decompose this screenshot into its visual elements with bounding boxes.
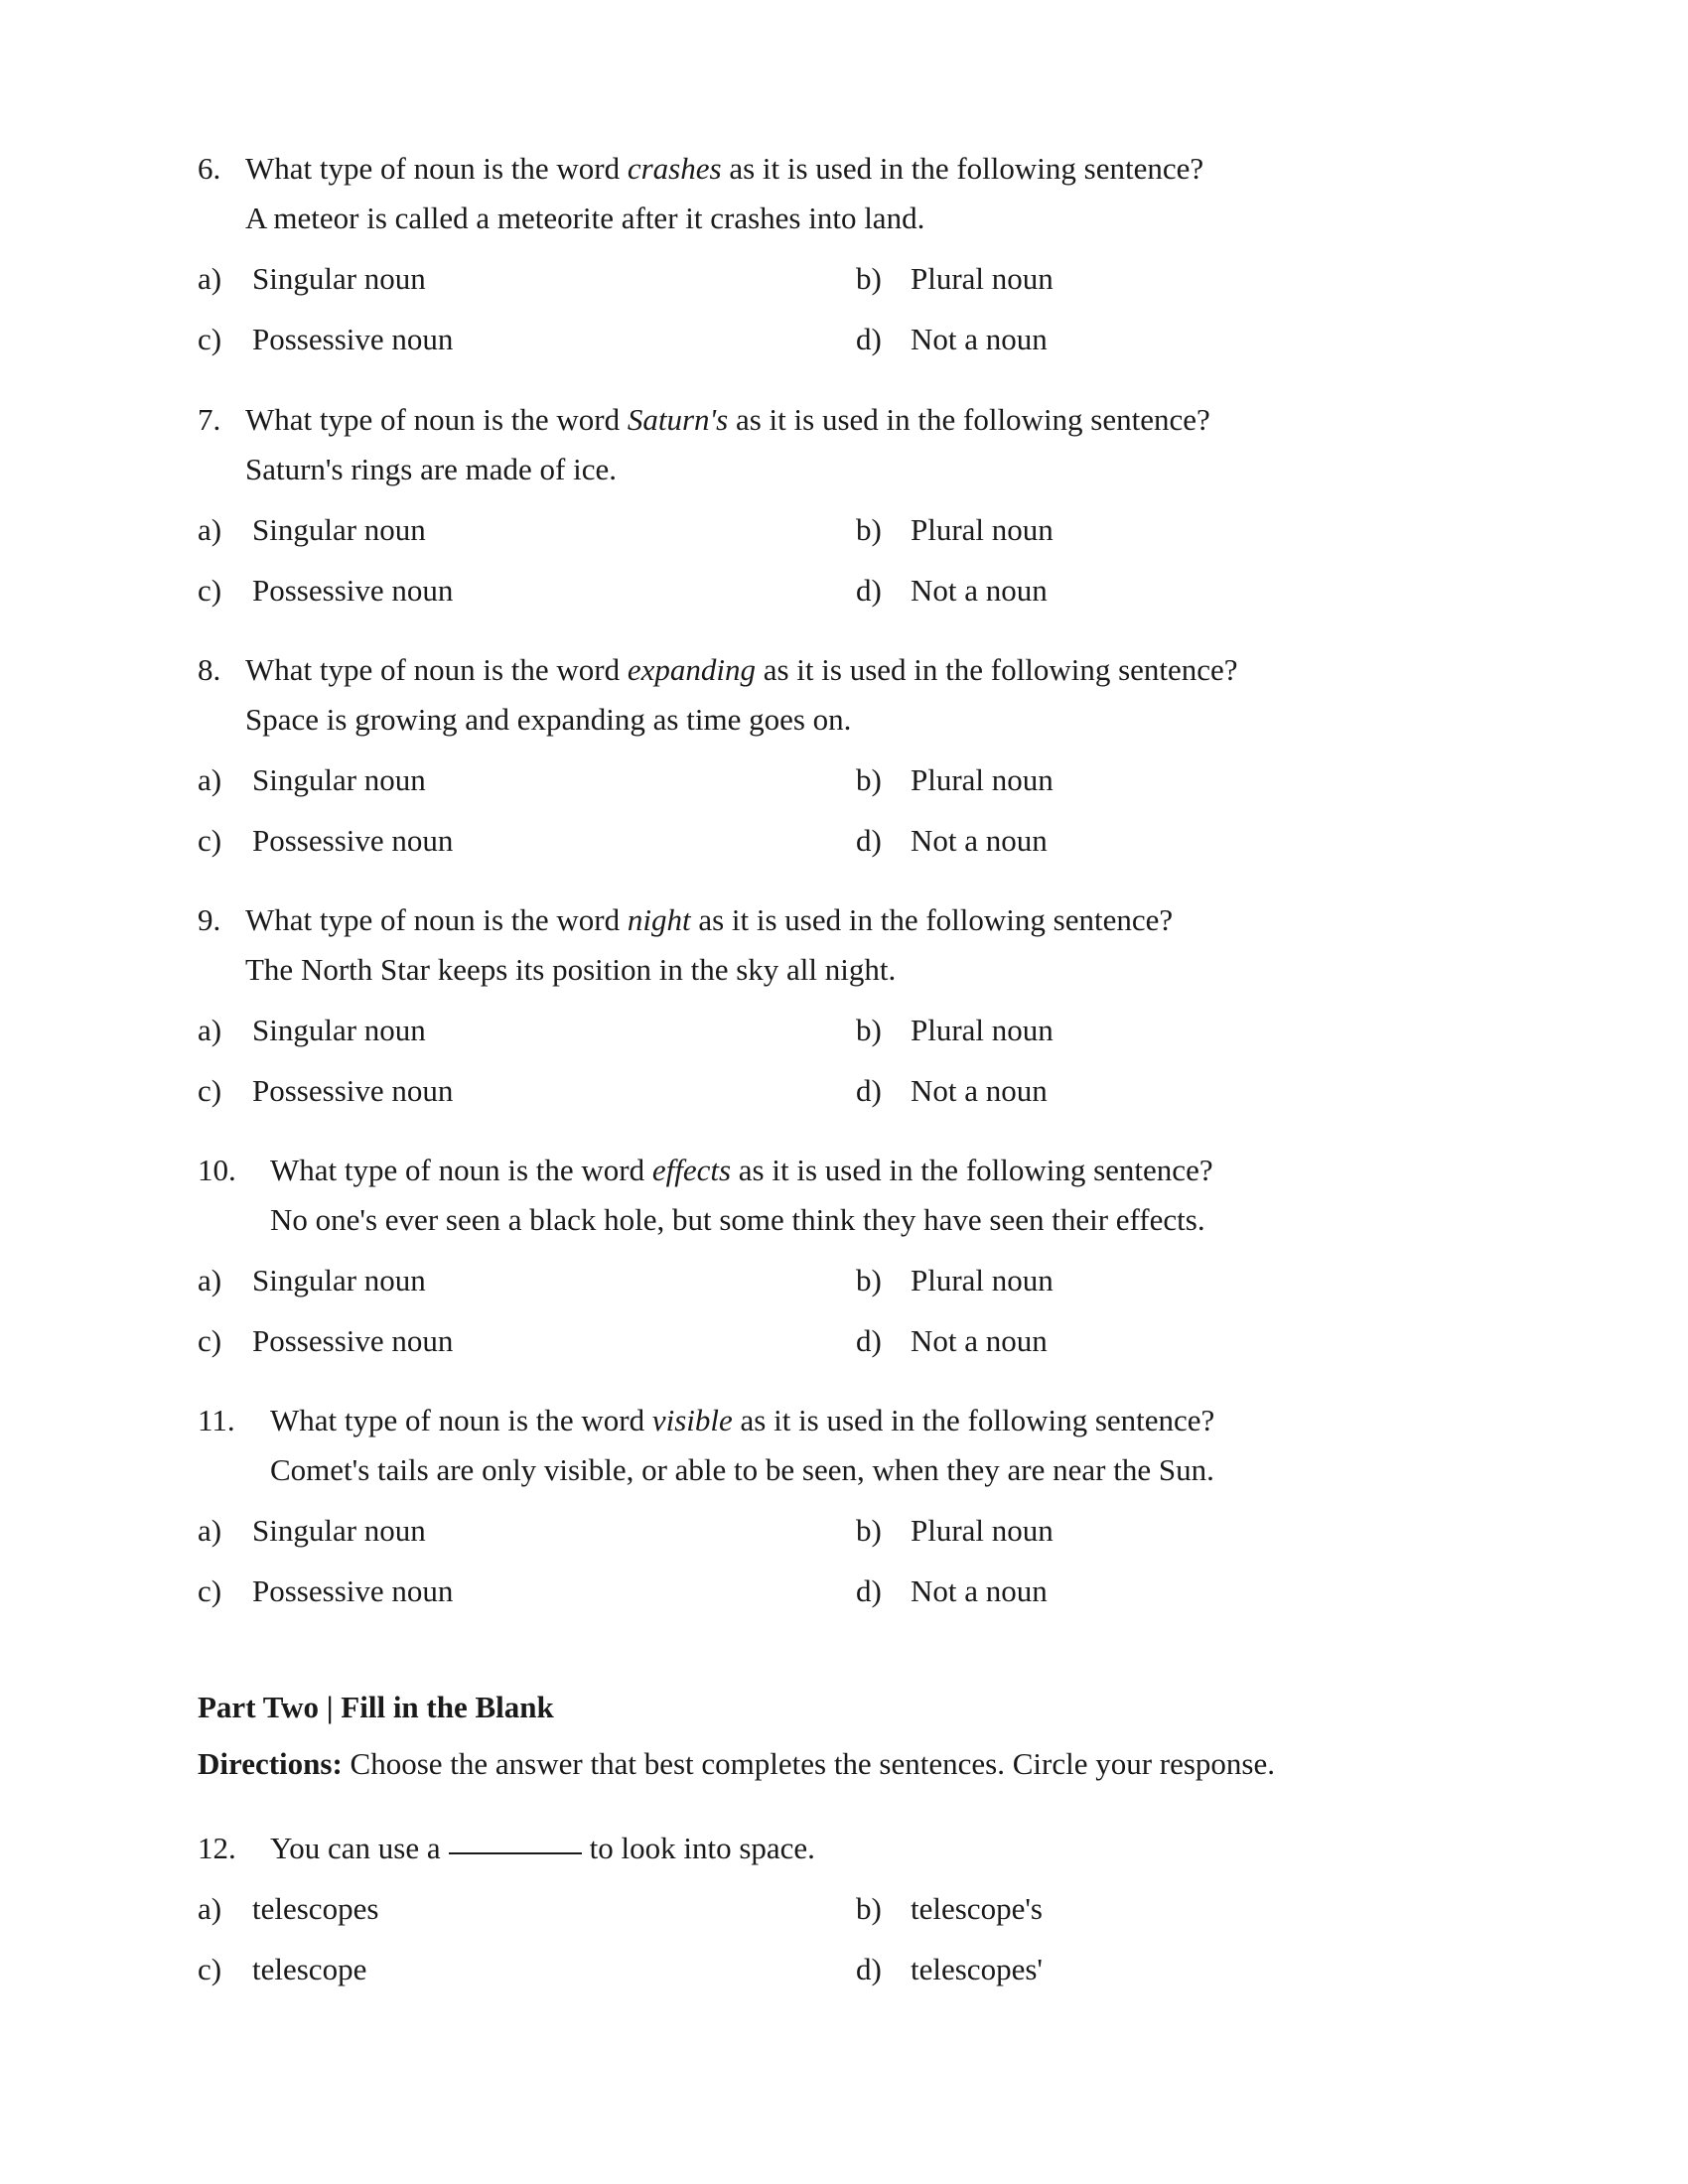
question-number: 11.: [198, 1403, 235, 1437]
question-text: What type of noun is the word crashes as it is used in the following sentence?: [245, 151, 1204, 186]
option-d[interactable]: d) Not a noun: [856, 1073, 1048, 1108]
answer-blank: [449, 1852, 582, 1854]
option-a[interactable]: a) Singular noun: [198, 1263, 426, 1297]
option-c[interactable]: c) Possessive noun: [198, 573, 454, 608]
question-number: 9.: [198, 902, 221, 937]
option-b[interactable]: b) Plural noun: [856, 1513, 1054, 1548]
question-sentence: Space is growing and expanding as time goes on.: [245, 702, 852, 737]
directions-label: Directions:: [198, 1746, 343, 1781]
target-word: crashes: [627, 151, 722, 186]
option-b[interactable]: b) Plural noun: [856, 762, 1054, 797]
option-c[interactable]: c) Possessive noun: [198, 823, 454, 858]
question-prompt: [198, 1396, 1488, 1445]
target-word: expanding: [627, 652, 756, 687]
answer-options: [198, 1261, 1488, 1380]
question-text: What type of noun is the word visible as it is used in the following sentence?: [270, 1403, 1215, 1437]
answer-options: [198, 760, 1488, 880]
question-text: What type of noun is the word expanding as it is used in the following sentence?: [245, 652, 1238, 687]
option-b[interactable]: b) telescope's: [856, 1891, 1043, 1926]
answer-options: [198, 510, 1488, 629]
option-b[interactable]: b) Plural noun: [856, 261, 1054, 296]
directions: [198, 1744, 1275, 1784]
option-d[interactable]: d) Not a noun: [856, 322, 1048, 356]
option-b[interactable]: b) Plural noun: [856, 1013, 1054, 1047]
option-a[interactable]: a) Singular noun: [198, 1013, 426, 1047]
option-b[interactable]: b) Plural noun: [856, 512, 1054, 547]
answer-options: [198, 259, 1488, 378]
question-prompt: [198, 645, 1488, 695]
option-a[interactable]: a) telescopes: [198, 1891, 379, 1926]
question-number: 8.: [198, 652, 221, 687]
option-c[interactable]: c) Possessive noun: [198, 322, 454, 356]
question-7: [198, 395, 1488, 629]
target-word: visible: [651, 1403, 733, 1437]
option-a[interactable]: a) Singular noun: [198, 1513, 426, 1548]
question-prompt: [198, 1824, 1488, 1873]
option-a[interactable]: a) Singular noun: [198, 512, 426, 547]
question-text: You can use a to look into space.: [270, 1831, 815, 1865]
option-c[interactable]: c) Possessive noun: [198, 1073, 454, 1108]
question-sentence: Saturn's rings are made of ice.: [245, 452, 618, 486]
question-prompt: [198, 1146, 1488, 1195]
option-c[interactable]: c) Possessive noun: [198, 1573, 454, 1608]
question-prompt: [198, 895, 1488, 945]
question-sentence: A meteor is called a meteorite after it crashes into land.: [245, 201, 925, 235]
question-text: What type of noun is the word night as it is used in the following sentence?: [245, 902, 1174, 937]
question-number: 10.: [198, 1153, 236, 1187]
question-10: [198, 1146, 1488, 1380]
target-word: effects: [651, 1153, 732, 1187]
question-number: 6.: [198, 151, 221, 186]
option-d[interactable]: d) Not a noun: [856, 1323, 1048, 1358]
answer-options: [198, 1889, 1488, 2008]
question-number: 12.: [198, 1831, 236, 1865]
option-d[interactable]: d) telescopes': [856, 1952, 1043, 1986]
question-text: What type of noun is the word effects as it is used in the following sentence?: [270, 1153, 1213, 1187]
question-sentence: The North Star keeps its position in the sky all night.: [245, 952, 897, 987]
question-number: 7.: [198, 402, 221, 437]
option-d[interactable]: d) Not a noun: [856, 573, 1048, 608]
option-b[interactable]: b) Plural noun: [856, 1263, 1054, 1297]
option-a[interactable]: a) Singular noun: [198, 762, 426, 797]
question-12: [198, 1824, 1488, 2008]
target-word: night: [627, 902, 691, 937]
question-prompt: [198, 144, 1488, 194]
question-prompt: [198, 395, 1488, 445]
question-sentence: No one's ever seen a black hole, but some think they have seen their effects.: [270, 1202, 1205, 1237]
answer-options: [198, 1511, 1488, 1630]
question-text: What type of noun is the word Saturn's as it is used in the following sentence?: [245, 402, 1210, 437]
question-6: [198, 144, 1488, 378]
directions-text: Choose the answer that best completes the sentences. Circle your response.: [342, 1746, 1275, 1781]
question-sentence: Comet's tails are only visible, or able to be seen, when they are near the Sun.: [270, 1452, 1214, 1487]
question-8: [198, 645, 1488, 880]
option-d[interactable]: d) Not a noun: [856, 823, 1048, 858]
target-word: Saturn's: [627, 402, 729, 437]
option-c[interactable]: c) telescope: [198, 1952, 367, 1986]
option-c[interactable]: c) Possessive noun: [198, 1323, 454, 1358]
answer-options: [198, 1011, 1488, 1130]
question-11: [198, 1396, 1488, 1630]
option-d[interactable]: d) Not a noun: [856, 1573, 1048, 1608]
question-9: [198, 895, 1488, 1130]
section-title: Part Two | Fill in the Blank: [198, 1690, 554, 1724]
option-a[interactable]: a) Singular noun: [198, 261, 426, 296]
